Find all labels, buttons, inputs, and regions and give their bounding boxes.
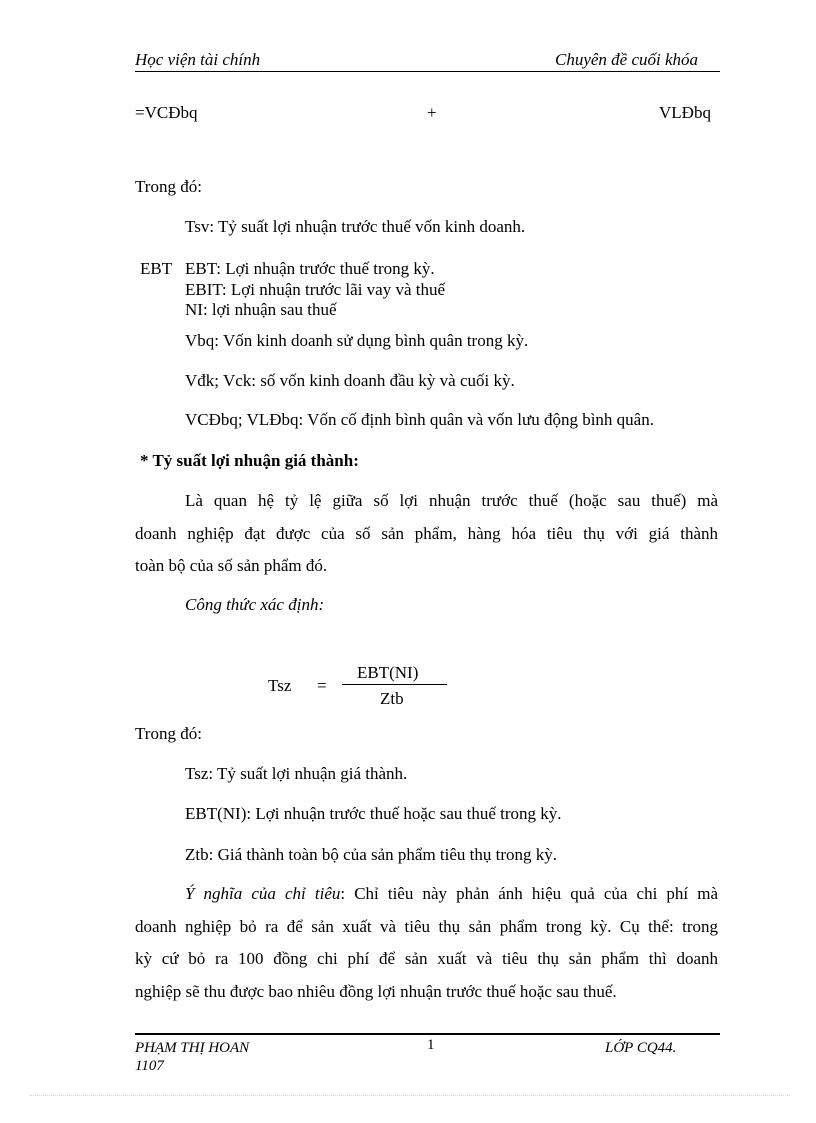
- def-ebit: EBIT: Lợi nhuận trước lãi vay và thuế: [185, 280, 446, 299]
- def-ztb: Ztb: Giá thành toàn bộ của sản phẩm tiêu thụ trong kỳ.: [185, 845, 558, 864]
- paragraph-definition: [135, 485, 718, 583]
- def-tsz: Tsz: Tỷ suất lợi nhuận giá thành.: [185, 764, 408, 783]
- def-vdk-vck: Vđk; Vck: số vốn kinh doanh đầu kỳ và cuối kỳ.: [185, 371, 515, 390]
- def-tsv: Tsv: Tỷ suất lợi nhuận trước thuế vốn kinh doanh.: [185, 217, 526, 236]
- meaning-label: Ý nghĩa của chỉ tiêu: [185, 884, 341, 903]
- header-divider: [135, 71, 720, 72]
- paragraph-line: toàn bộ của số sản phẩm đó.: [135, 556, 328, 576]
- formula-equals: =: [317, 676, 327, 695]
- footer-page-number: 1: [427, 1037, 435, 1053]
- def-ebt-ni: EBT(NI): Lợi nhuận trước thuế hoặc sau thuế trong kỳ.: [185, 804, 562, 823]
- fraction-bar: [342, 684, 447, 685]
- def-ebt: EBT: Lợi nhuận trước thuế trong kỳ.: [185, 259, 435, 278]
- formula-denominator: Ztb: [380, 689, 404, 708]
- formula-numerator: EBT(NI): [357, 663, 419, 682]
- meaning-line: doanh nghiệp bỏ ra để sản xuất và tiêu thụ sản phẩm trong kỳ. Cụ thể: trong: [135, 916, 718, 936]
- formula-vcdbq: =VCĐbq: [135, 103, 198, 122]
- section-heading-profit-rate: * Tỷ suất lợi nhuận giá thành:: [140, 451, 359, 470]
- formula-vldbq: VLĐbq: [659, 103, 711, 122]
- meaning-line: [135, 878, 718, 911]
- paragraph-meaning: [135, 878, 718, 1009]
- footer-divider: [135, 1033, 720, 1035]
- formula-plus: +: [427, 103, 437, 122]
- meaning-line: nghiệp sẽ thu được bao nhiêu đồng lợi nhuận trước thuế hoặc sau thuế.: [135, 982, 617, 1002]
- formula-label: Công thức xác định:: [185, 595, 325, 614]
- ebt-side-label: EBT: [140, 259, 173, 278]
- header-right-title: Chuyên đề cuối khóa: [555, 50, 699, 69]
- footer-author: PHẠM THỊ HOAN: [135, 1040, 250, 1056]
- footer-class: LỚP CQ44.: [605, 1040, 677, 1056]
- meaning-line: kỳ cứ bỏ ra 100 đồng chi phí để sản xuất và tiêu thụ sản phẩm thì doanh: [135, 949, 718, 969]
- page-bottom-dotted-line: [30, 1095, 790, 1096]
- meaning-text: : Chỉ tiêu này phản ánh hiệu quả của chi phí mà: [340, 884, 719, 903]
- paragraph-line: Là quan hệ tỷ lệ giữa số lợi nhuận trước thuế (hoặc sau thuế) mà: [185, 491, 718, 510]
- def-ni: NI: lợi nhuận sau thuế: [185, 300, 337, 319]
- where-label-1: Trong đó:: [135, 177, 202, 196]
- header-left-title: Học viện tài chính: [135, 50, 261, 69]
- footer-code: 1107: [135, 1058, 164, 1074]
- paragraph-line: doanh nghiệp đạt được của số sản phẩm, hàng hóa tiêu thụ với giá thành: [135, 523, 718, 543]
- where-label-2: Trong đó:: [135, 724, 202, 743]
- def-vbq: Vbq: Vốn kinh doanh sử dụng bình quân trong kỳ.: [185, 331, 529, 350]
- formula-lhs-tsz: Tsz: [268, 676, 292, 695]
- def-vcdbq-vldbq: VCĐbq; VLĐbq: Vốn cố định bình quân và vốn lưu động bình quân.: [185, 410, 654, 429]
